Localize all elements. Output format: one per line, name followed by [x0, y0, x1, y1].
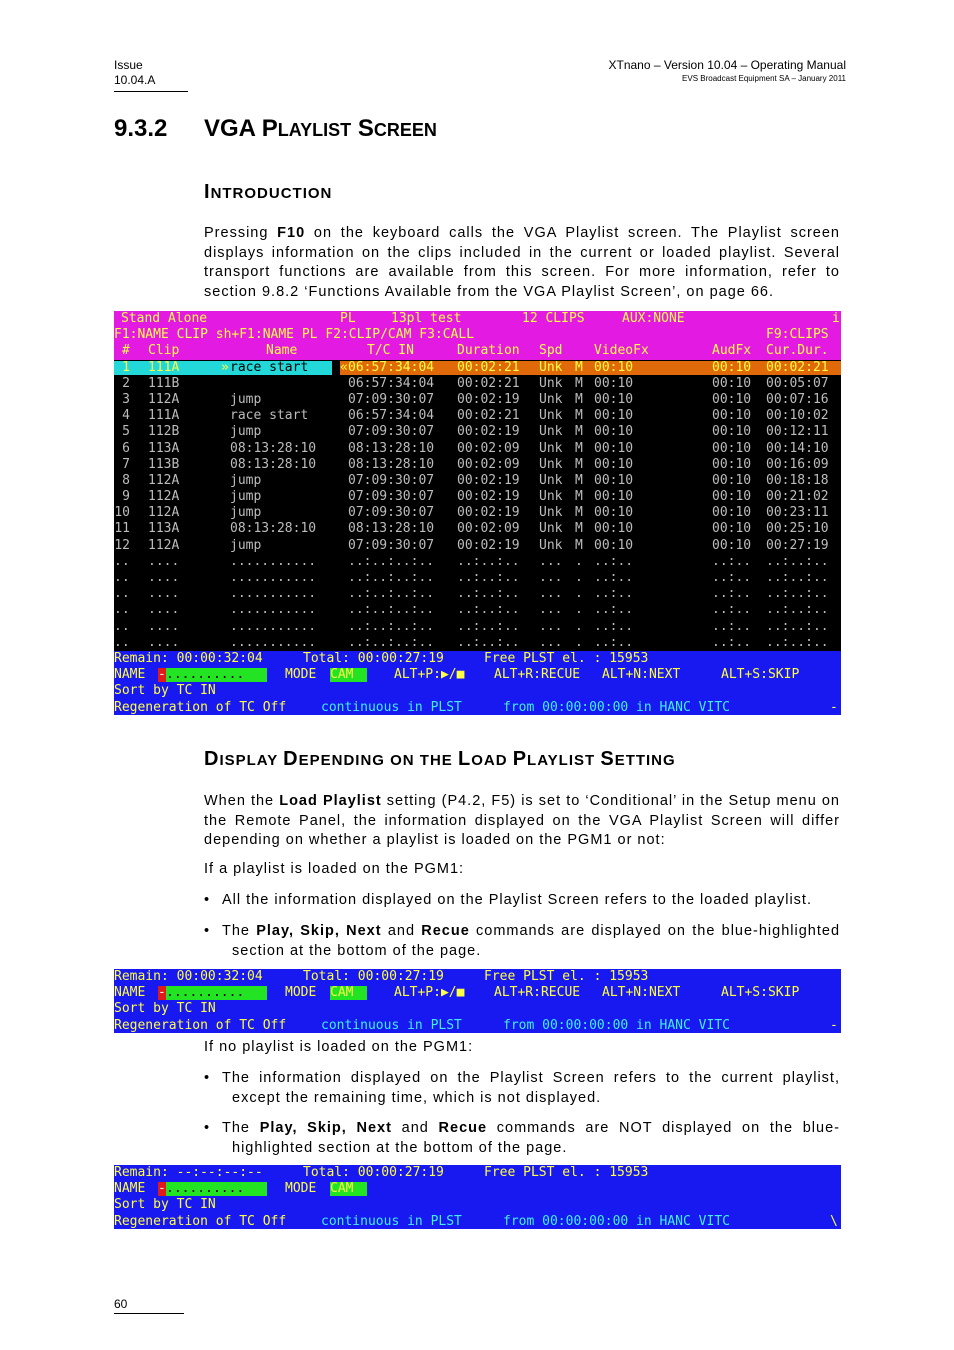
vga-status-block-main	[114, 651, 841, 715]
clip-row-4[interactable]: 4 111A race start 06:57:34:04 00:02:21 Unk M 00:10 00:10 00:10:02	[122, 408, 829, 424]
manual-subtitle: EVS Broadcast Equipment SA – January 2011	[682, 74, 846, 83]
manual-title: XTnano – Version 10.04 – Operating Manual	[608, 58, 846, 72]
load-playlist-paragraph: When the Load Playlist setting (P4.2, F5) is set to ‘Conditional’ in the Setup menu on the Remote Panel, the information displayed on the VGA Playlist Screen will differ depending on whether a playlist is loaded on the PGM1 or not:	[204, 793, 840, 848]
free-plst: Free PLST el. : 15953	[484, 1165, 649, 1180]
intro-paragraph: Pressing F10 on the keyboard calls the VGA Playlist screen. The Playlist screen displays information on the clips included in the current or loaded playlist. Several transport functions are available from this screen. For more information, refer to section 9.8.2 ‘Functions Available from the VGA Playlist Screen’, on page 66.	[204, 225, 840, 300]
issue-label: Issue	[114, 58, 143, 72]
clip-row-2[interactable]: 2 111B 06:57:34:04 00:02:21 Unk M 00:10 00:10 00:05:07	[122, 375, 829, 391]
clip-row-11[interactable]: 11 113A 08:13:28:10 08:13:28:10 00:02:09 Unk M 00:10 00:10 00:25:10	[114, 521, 829, 537]
empty-row: .. .... ........... ..:..:..:.. ..:..:.. ... . ..:.. ..:.. ..:..:..	[114, 586, 829, 602]
status-sort-row: Sort by TC IN	[114, 683, 841, 699]
status-name-row: NAME - .......... MODE CAM ALT+P:▶/■ ALT+R:RECUE ALT+N:NEXT ALT+S:SKIP	[114, 667, 841, 683]
mode-value[interactable]: CAM	[330, 1181, 354, 1197]
recue-command[interactable]: ALT+R:RECUE	[494, 985, 581, 1001]
section-number: 9.3.2	[114, 115, 168, 142]
status-regen-row: Regeneration of TC Off continuous in PLST from 00:00:00:00 in HANC VITC -	[114, 700, 841, 716]
display-depending-heading: DISPLAY DEPENDING ON THE LOAD PLAYLIST SETTING	[204, 748, 676, 770]
skip-command[interactable]: ALT+S:SKIP	[721, 985, 800, 1001]
status-sort-row: Sort by TC IN	[114, 1001, 841, 1017]
mode-value[interactable]: CAM	[330, 667, 354, 683]
issue-block	[114, 58, 155, 88]
name-field[interactable]: ..........	[166, 667, 245, 683]
clip-row-12[interactable]: 12 112A jump 07:09:30:07 00:02:19 Unk M 00:10 00:10 00:27:19	[114, 537, 829, 553]
next-command[interactable]: ALT+N:NEXT	[602, 667, 681, 683]
spinner-icon: -	[830, 699, 838, 715]
clip-row-6[interactable]: 6 113A 08:13:28:10 08:13:28:10 00:02:09 Unk M 00:10 00:10 00:14:10	[122, 440, 829, 456]
spinner-icon: -	[830, 1017, 838, 1033]
page-number: 60	[114, 1297, 128, 1311]
bullet-loaded-2: • The Play, Skip, Next and Recue commands are displayed on the blue-highlighted section at the bottom of the page.	[204, 923, 841, 959]
clip-row-10[interactable]: 10 112A jump 07:09:30:07 00:02:19 Unk M 00:10 00:10 00:23:11	[114, 505, 829, 521]
status-remain-row	[114, 1165, 841, 1181]
remain-time: Remain: 00:00:32:04	[114, 650, 263, 666]
status-name-row: NAME - .......... MODE CAM	[114, 1181, 841, 1197]
vga-top-bar: Stand Alone PL 13pl test 12 CLIPS AUX:NONE i	[114, 311, 841, 327]
total-time: Total: 00:00:27:19	[303, 1165, 444, 1180]
bullet-loaded-1: • All the information displayed on the Playlist Screen refers to the loaded playlist.	[204, 892, 812, 908]
issue-number: 10.04.A	[114, 73, 156, 87]
status-sort-row: Sort by TC IN	[114, 1197, 841, 1213]
name-field[interactable]: ..........	[166, 985, 245, 1001]
empty-row: .. .... ........... ..:..:..:.. ..:..:.. ... . ..:.. ..:.. ..:..:..	[114, 634, 829, 650]
vga-playlist-screen	[114, 311, 841, 715]
status-remain-row	[114, 651, 841, 667]
status-regen-row: Regeneration of TC Off continuous in PLST from 00:00:00:00 in HANC VITC \	[114, 1214, 841, 1229]
clip-row-5[interactable]: 5 112B jump 07:09:30:07 00:02:19 Unk M 00:10 00:10 00:12:11	[122, 424, 829, 440]
manual-title-block	[609, 58, 847, 84]
vga-column-headers: # Clip Name T/C IN Duration Spd VideoFx AudFx Cur.Dur.	[114, 343, 841, 359]
bullet-unloaded-2: • The Play, Skip, Next and Recue commands are NOT displayed on the blue-highlighted section at the bottom of the page.	[204, 1120, 840, 1156]
if-loaded-text: If a playlist is loaded on the PGM1:	[204, 861, 465, 877]
clip-row-3[interactable]: 3 112A jump 07:09:30:07 00:02:19 Unk M 00:10 00:10 00:07:16	[122, 391, 829, 407]
free-plst: Free PLST el. : 15953	[484, 969, 649, 984]
empty-row: .. .... ........... ..:..:..:.. ..:..:.. ... . ..:.. ..:.. ..:..:..	[114, 553, 829, 569]
name-field[interactable]: ..........	[166, 1181, 245, 1197]
vga-status-loaded	[114, 969, 841, 1033]
free-plst: Free PLST el. : 15953	[484, 650, 649, 666]
play-command[interactable]: ALT+P:▶/■	[394, 985, 465, 1001]
empty-row: .. .... ........... ..:..:..:.. ..:..:.. ... . ..:.. ..:.. ..:..:..	[114, 602, 829, 618]
introduction-heading: INTRODUCTION	[204, 181, 333, 203]
remain-time: Remain: 00:00:32:04	[114, 969, 263, 984]
total-time: Total: 00:00:27:19	[303, 650, 444, 666]
total-time: Total: 00:00:27:19	[303, 969, 444, 984]
status-regen-row: Regeneration of TC Off continuous in PLST from 00:00:00:00 in HANC VITC -	[114, 1018, 841, 1033]
spinner-icon: \	[830, 1213, 838, 1229]
skip-command[interactable]: ALT+S:SKIP	[721, 667, 800, 683]
section-title: VGA PLAYLIST SCREEN	[204, 115, 437, 142]
mode-value[interactable]: CAM	[330, 985, 354, 1001]
header-rule	[114, 91, 188, 92]
clip-row-8[interactable]: 8 112A jump 07:09:30:07 00:02:19 Unk M 00:10 00:10 00:18:18	[122, 472, 829, 488]
clip-row-9[interactable]: 9 112A jump 07:09:30:07 00:02:19 Unk M 00:10 00:10 00:21:02	[122, 489, 829, 505]
vga-clip-rows	[114, 360, 841, 651]
play-command[interactable]: ALT+P:▶/■	[394, 667, 465, 683]
status-name-row: NAME - .......... MODE CAM ALT+P:▶/■ ALT+R:RECUE ALT+N:NEXT ALT+S:SKIP	[114, 985, 841, 1001]
empty-row: .. .... ........... ..:..:..:.. ..:..:.. ... . ..:.. ..:.. ..:..:..	[114, 570, 829, 585]
bullet-unloaded-1: • The information displayed on the Playlist Screen refers to the current playlist, except the remaining time, which is not displayed.	[204, 1070, 840, 1106]
clip-row-7[interactable]: 7 113B 08:13:28:10 08:13:28:10 00:02:09 Unk M 00:10 00:10 00:16:09	[122, 456, 829, 472]
vga-fkey-bar: F1:NAME CLIP sh+F1:NAME PL F2:CLIP/CAM F3:CALL F9:CLIPS	[114, 327, 841, 343]
vga-status-unloaded	[114, 1165, 841, 1229]
empty-row: .. .... ........... ..:..:..:.. ..:..:.. ... . ..:.. ..:.. ..:..:..	[114, 618, 829, 634]
clip-row-1[interactable]: 1 111A » race start « 06:57:34:04 00:02:21 Unk M 00:10 00:10 00:02:21	[114, 360, 841, 376]
if-not-loaded-text: If no playlist is loaded on the PGM1:	[204, 1039, 474, 1055]
next-command[interactable]: ALT+N:NEXT	[602, 985, 681, 1001]
remain-time: Remain: --:--:--:--	[114, 1165, 263, 1180]
key-f10: F10	[277, 225, 306, 241]
recue-command[interactable]: ALT+R:RECUE	[494, 667, 581, 683]
status-remain-row	[114, 969, 841, 985]
footer-rule	[114, 1313, 184, 1314]
